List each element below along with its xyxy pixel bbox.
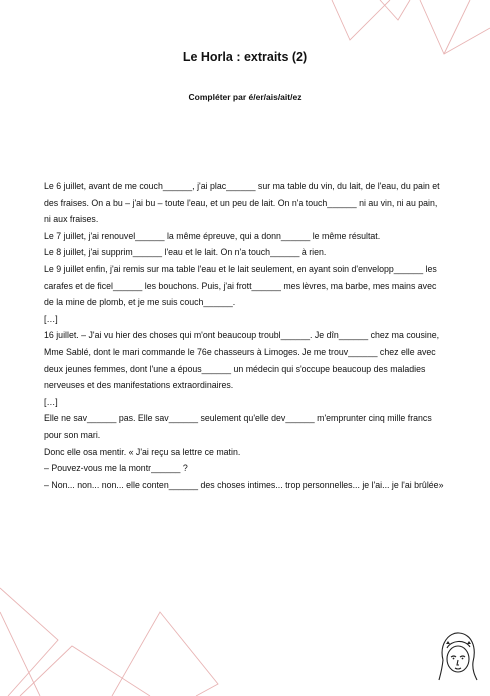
document-title: Le Horla : extraits (2) — [182, 50, 308, 64]
exercise-text — [44, 178, 444, 493]
paragraph-16-juillet: 16 juillet. – J'ai vu hier des choses qui m'ont beaucoup troubl______. Je dîn______ chez ma cousine, Mme Sablé, dont le mari commande le 76e chasseurs à Limoges. Je me trouv______ chez elle avec deux jeunes femmes, dont l'une a épous______ un médecin qui s'occupe beaucoup des maladies nerveuses et des manifestations extraordinaires. — [44, 330, 440, 391]
paragraph-6-juillet: Le 6 juillet, avant de me couch______, j'ai plac______ sur ma table du vin, du lait, de l'eau, du pain et des fraises. On a bu – j'ai bu – toute l'eau, et un peu de lait. On n'a touch______ ni au vin, ni au pain, ni aux fraises. — [44, 181, 440, 225]
ellipsis-marker: […] — [44, 396, 58, 407]
dialogue-line-2: – Non... non... non... elle conten______ des choses intimes... trop personnelles... je l'ai... je l'ai brûlée» — [44, 479, 444, 490]
paragraph-9-juillet: Le 9 juillet enfin, j'ai remis sur ma table l'eau et le lait seulement, en ayant soin d'envelopp______ les carafes et de ficel______ les bouchons. Puis, j'ai frott______ mes lèvres, ma barbe, mes mains avec de la mine de plomb, et je me suis couch______. — [44, 263, 437, 308]
dialogue-line-1: – Pouvez-vous me la montr______ ? — [44, 463, 188, 474]
ellipsis-marker: […] — [44, 313, 58, 324]
paragraph-elle-ne-savait: Elle ne sav______ pas. Elle sav______ seulement qu'elle dev______ m'emprunter cinq mille francs pour son mari. — [44, 413, 432, 440]
paragraph-7-juillet: Le 7 juillet, j'ai renouvel______ la même épreuve, qui a donn______ le même résultat. — [44, 230, 381, 241]
paragraph-8-juillet: Le 8 juillet, j'ai supprim______ l'eau et le lait. On n'a touch______ à rien. — [44, 247, 327, 258]
paragraph-donc-elle-osa: Donc elle osa mentir. « J'ai reçu sa lettre ce matin. — [44, 446, 241, 457]
instruction-subtitle: Compléter par é/er/ais/ait/ez — [188, 92, 302, 102]
girl-face-logo-icon — [437, 630, 479, 682]
